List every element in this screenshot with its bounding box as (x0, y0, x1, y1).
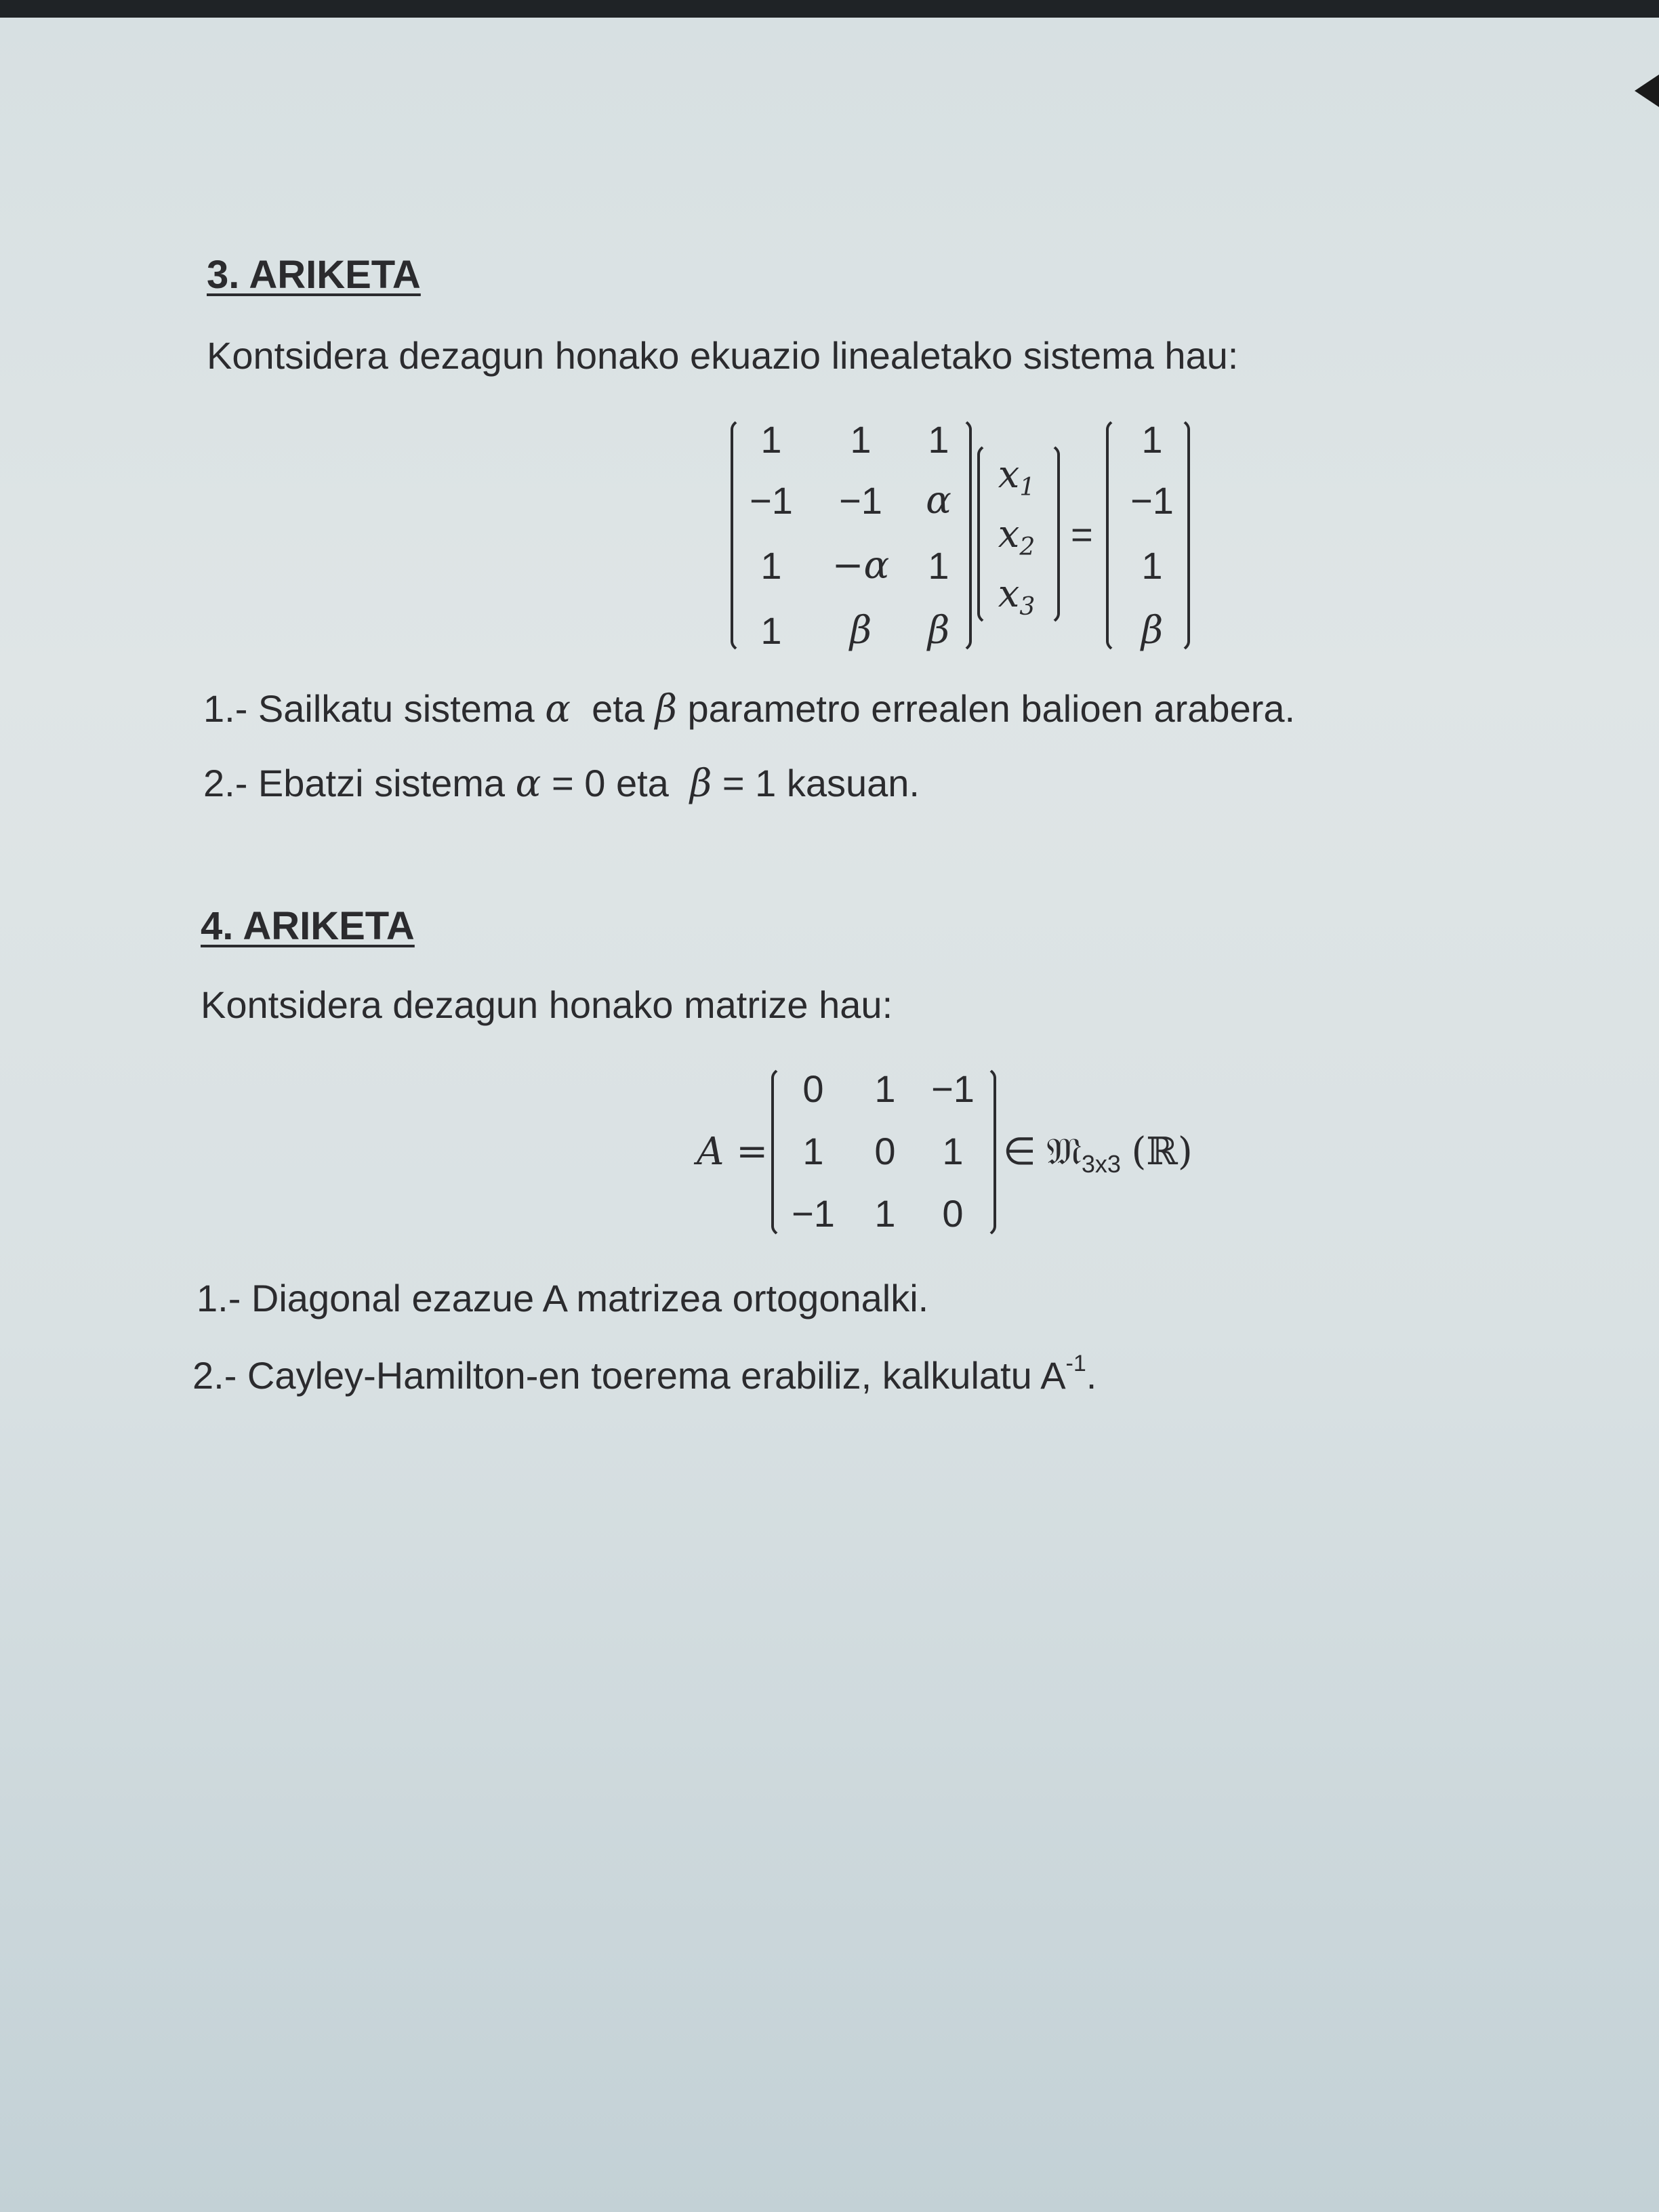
matrix-cell: 1 (928, 418, 949, 461)
matrix-cell: 1 (760, 544, 782, 587)
unknown-x1: $x_1$ (998, 453, 1036, 501)
matrix-cell: −1 (792, 1192, 835, 1235)
exercise-4-question-1: 1.- Diagonal ezazue A matrizea ortogonalki. (197, 1277, 929, 1319)
matrix-cell: 1 (928, 544, 949, 587)
matrix-cell: 1 (874, 1067, 896, 1110)
equals-sign: = (1071, 513, 1093, 556)
rhs-cell: −1 (1130, 479, 1174, 522)
matrix-cell: α (926, 478, 951, 523)
matrix-cell: 1 (874, 1192, 896, 1235)
rhs-cell: 1 (1141, 544, 1163, 587)
exercise-3-question-1: 1.- Sailkatu sistema α eta β parametro errealen balioen arabera. (203, 687, 1296, 731)
binder-clip-mark (1635, 75, 1659, 107)
matrix-cell: 0 (874, 1130, 896, 1172)
matrix-cell: −1 (750, 479, 793, 522)
matrix-cell: β (849, 609, 872, 653)
matrix-cell: 1 (760, 609, 782, 652)
exercise-3-heading: 3. ARIKETA (207, 253, 421, 297)
matrix-cell: 0 (942, 1192, 964, 1235)
top-edge (0, 0, 1659, 18)
matrix-cell: β (927, 609, 950, 653)
matrix-cell: 0 (802, 1067, 824, 1110)
matrix-space: ∈ 𝔐$_{3x3}$ (ℝ) (1003, 1130, 1193, 1178)
matrix-cell: 1 (802, 1130, 824, 1172)
unknown-x3: $x_3$ (998, 572, 1036, 621)
matrix-cell: 1 (850, 418, 872, 461)
matrix-a-label: A = (697, 1130, 769, 1174)
exercise-4-question-2: 2.- Cayley-Hamilton-en toerema erabiliz, kalkulatu $A^{-1}$. (192, 1351, 1097, 1397)
exercise-4-intro: Kontsidera dezagun honako matrize hau: (201, 983, 893, 1026)
exercise-4-heading: 4. ARIKETA (201, 904, 415, 948)
matrix-cell: −1 (839, 479, 882, 522)
unknown-x2: $x_2$ (998, 512, 1036, 561)
matrix-cell: −α (832, 544, 890, 588)
rhs-cell: 1 (1141, 418, 1163, 461)
rhs-cell: β (1141, 609, 1164, 653)
exercise-3-question-2: 2.- Ebatzi sistema α = 0 eta β = 1 kasuan. (203, 762, 920, 806)
matrix-cell: 1 (942, 1130, 964, 1172)
matrix-cell: 1 (760, 418, 782, 461)
exercise-3-intro: Kontsidera dezagun honako ekuazio linealetako sistema hau: (207, 334, 1239, 377)
matrix-cell: −1 (931, 1067, 975, 1110)
